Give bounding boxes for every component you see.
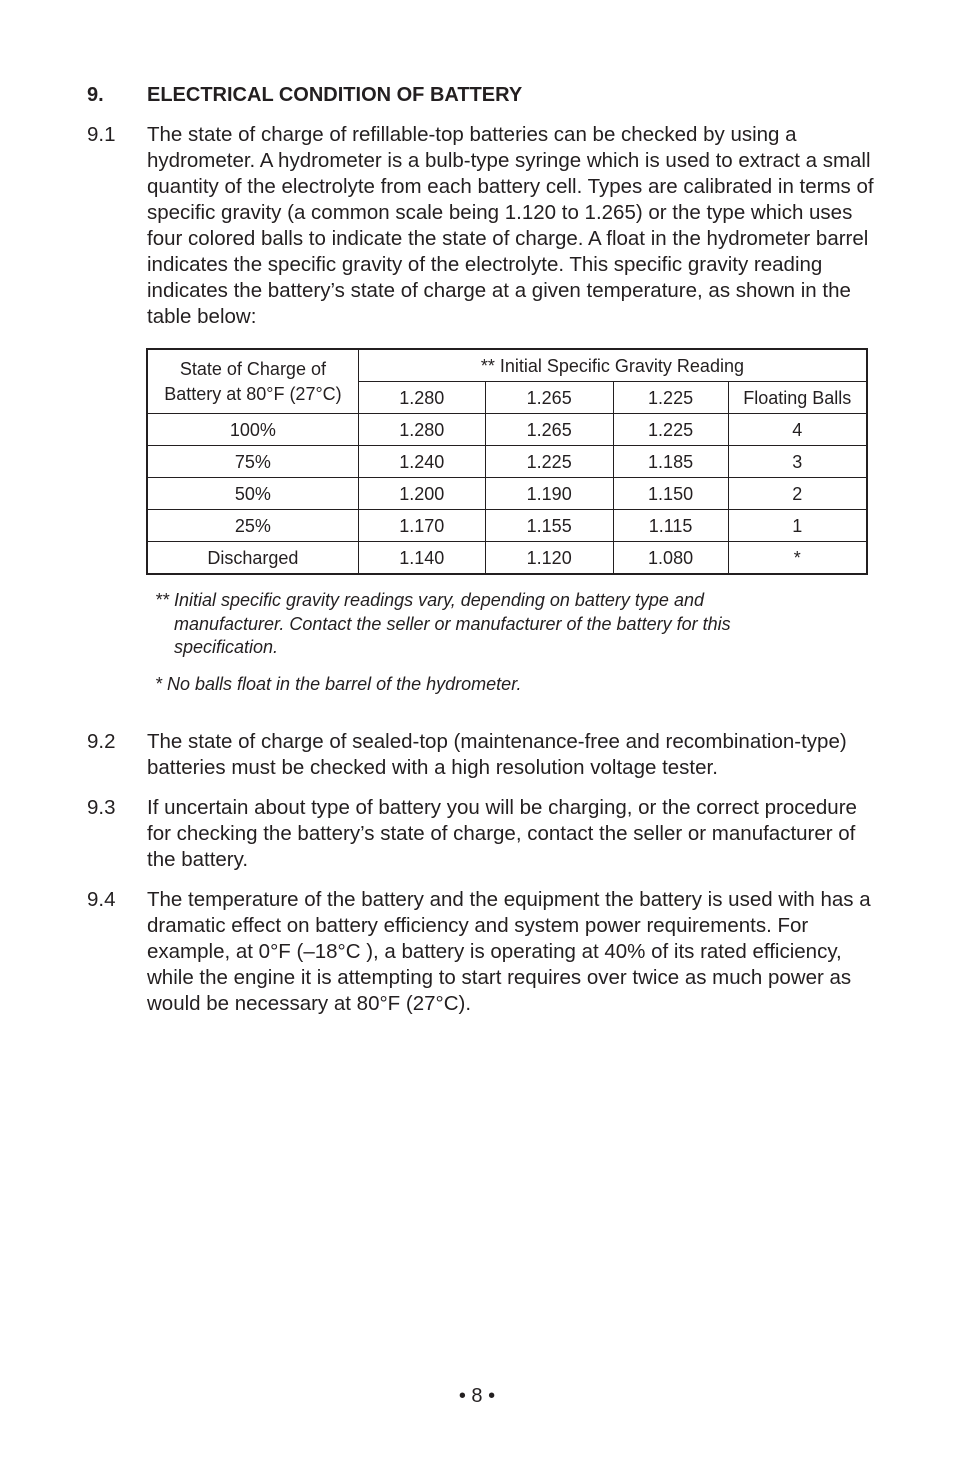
- paragraph-text: The temperature of the battery and the equipment the battery is used with has a dramatic effect on battery efficiency and system power requirements. For example, at 0°F (–18°C ), a battery is operating at 40% of its rated efficiency, while the engine it is attempting to start requires over twice as much power as would be necessary at 80°F (27°C).: [147, 888, 871, 1015]
- table-cell: *: [728, 542, 867, 575]
- specific-gravity-table: [146, 348, 868, 575]
- table-cell: 1.155: [485, 510, 613, 542]
- paragraph-9-3: [87, 795, 877, 873]
- table-cell: 1.115: [613, 510, 728, 542]
- table-row: [147, 510, 867, 542]
- state-header-line1: State of Charge of: [179, 358, 326, 379]
- paragraph-number: 9.4: [87, 888, 116, 911]
- table-cell: 25%: [147, 510, 358, 542]
- paragraph-9-2: [87, 729, 877, 781]
- table-cell: 1.265: [485, 414, 613, 446]
- paragraph-text: If uncertain about type of battery you will be charging, or the correct procedure for checking the battery’s state of charge, contact the seller or manufacturer of the battery.: [147, 796, 857, 871]
- table-cell: 1.120: [485, 542, 613, 575]
- column-header: 1.225: [613, 382, 728, 414]
- table-cell: 1.080: [613, 542, 728, 575]
- table-cell: 1.185: [613, 446, 728, 478]
- table-row: [147, 478, 867, 510]
- paragraph-number: 9.1: [87, 123, 116, 146]
- table-cell: 1.225: [485, 446, 613, 478]
- table-row: [147, 414, 867, 446]
- paragraph-text: The state of charge of sealed-top (maintenance-free and recombination-type) batteries must be checked with a high resolution voltage tester.: [147, 730, 847, 779]
- paragraph-9-1: [87, 122, 877, 330]
- table-cell: 1.240: [358, 446, 485, 478]
- footnote-text: Initial specific gravity readings vary, depending on battery type and manufacturer. Contact the seller or manufacturer of the battery for this specification.: [174, 590, 731, 657]
- table-cell: Discharged: [147, 542, 358, 575]
- table-cell: 1.190: [485, 478, 613, 510]
- table-cell: 75%: [147, 446, 358, 478]
- table-cell: 1.225: [613, 414, 728, 446]
- section-title: ELECTRICAL CONDITION OF BATTERY: [147, 84, 523, 106]
- table-cell: 1.200: [358, 478, 485, 510]
- table-row: [147, 542, 867, 575]
- table-cell: 1.150: [613, 478, 728, 510]
- state-of-charge-header: [147, 349, 358, 414]
- table-cell: 1.280: [358, 414, 485, 446]
- state-header-line2: Battery at 80°F (27°C): [164, 383, 342, 404]
- column-header: 1.265: [485, 382, 613, 414]
- column-header: Floating Balls: [728, 382, 867, 414]
- page-number: • 8 •: [458, 1385, 496, 1407]
- section-number: 9.: [87, 84, 104, 106]
- table-cell: 3: [728, 446, 867, 478]
- paragraph-9-4: [87, 887, 877, 1017]
- footnote-specific-gravity: [155, 589, 815, 660]
- table-header-row: [147, 349, 867, 382]
- paragraph-number: 9.2: [87, 730, 116, 753]
- table-cell: 1: [728, 510, 867, 542]
- specific-gravity-header: ** Initial Specific Gravity Reading: [358, 349, 867, 382]
- column-header: 1.280: [358, 382, 485, 414]
- footnote-floating-balls: * No balls float in the barrel of the hydrometer.: [155, 674, 522, 694]
- table-row: [147, 446, 867, 478]
- footnote-mark: **: [155, 590, 170, 610]
- paragraph-number: 9.3: [87, 796, 116, 819]
- table-cell: 100%: [147, 414, 358, 446]
- table-cell: 2: [728, 478, 867, 510]
- table-cell: 1.140: [358, 542, 485, 575]
- table-cell: 50%: [147, 478, 358, 510]
- section-heading: [87, 83, 522, 107]
- paragraph-text: The state of charge of refillable-top batteries can be checked by using a hydrometer. A hydrometer is a bulb-type syringe which is used to extract a small quantity of the electrolyte from each battery cell. Types are calibrated in terms of specific gravity (a common scale being 1.120 to 1.265) or the type which uses four colored balls to indicate the state of charge. A float in the hydrometer barrel indicates the specific gravity of the electrolyte. This specific gravity reading indicates the battery’s state of charge at a given temperature, as shown in the table below:: [147, 123, 874, 328]
- table-cell: 4: [728, 414, 867, 446]
- table-cell: 1.170: [358, 510, 485, 542]
